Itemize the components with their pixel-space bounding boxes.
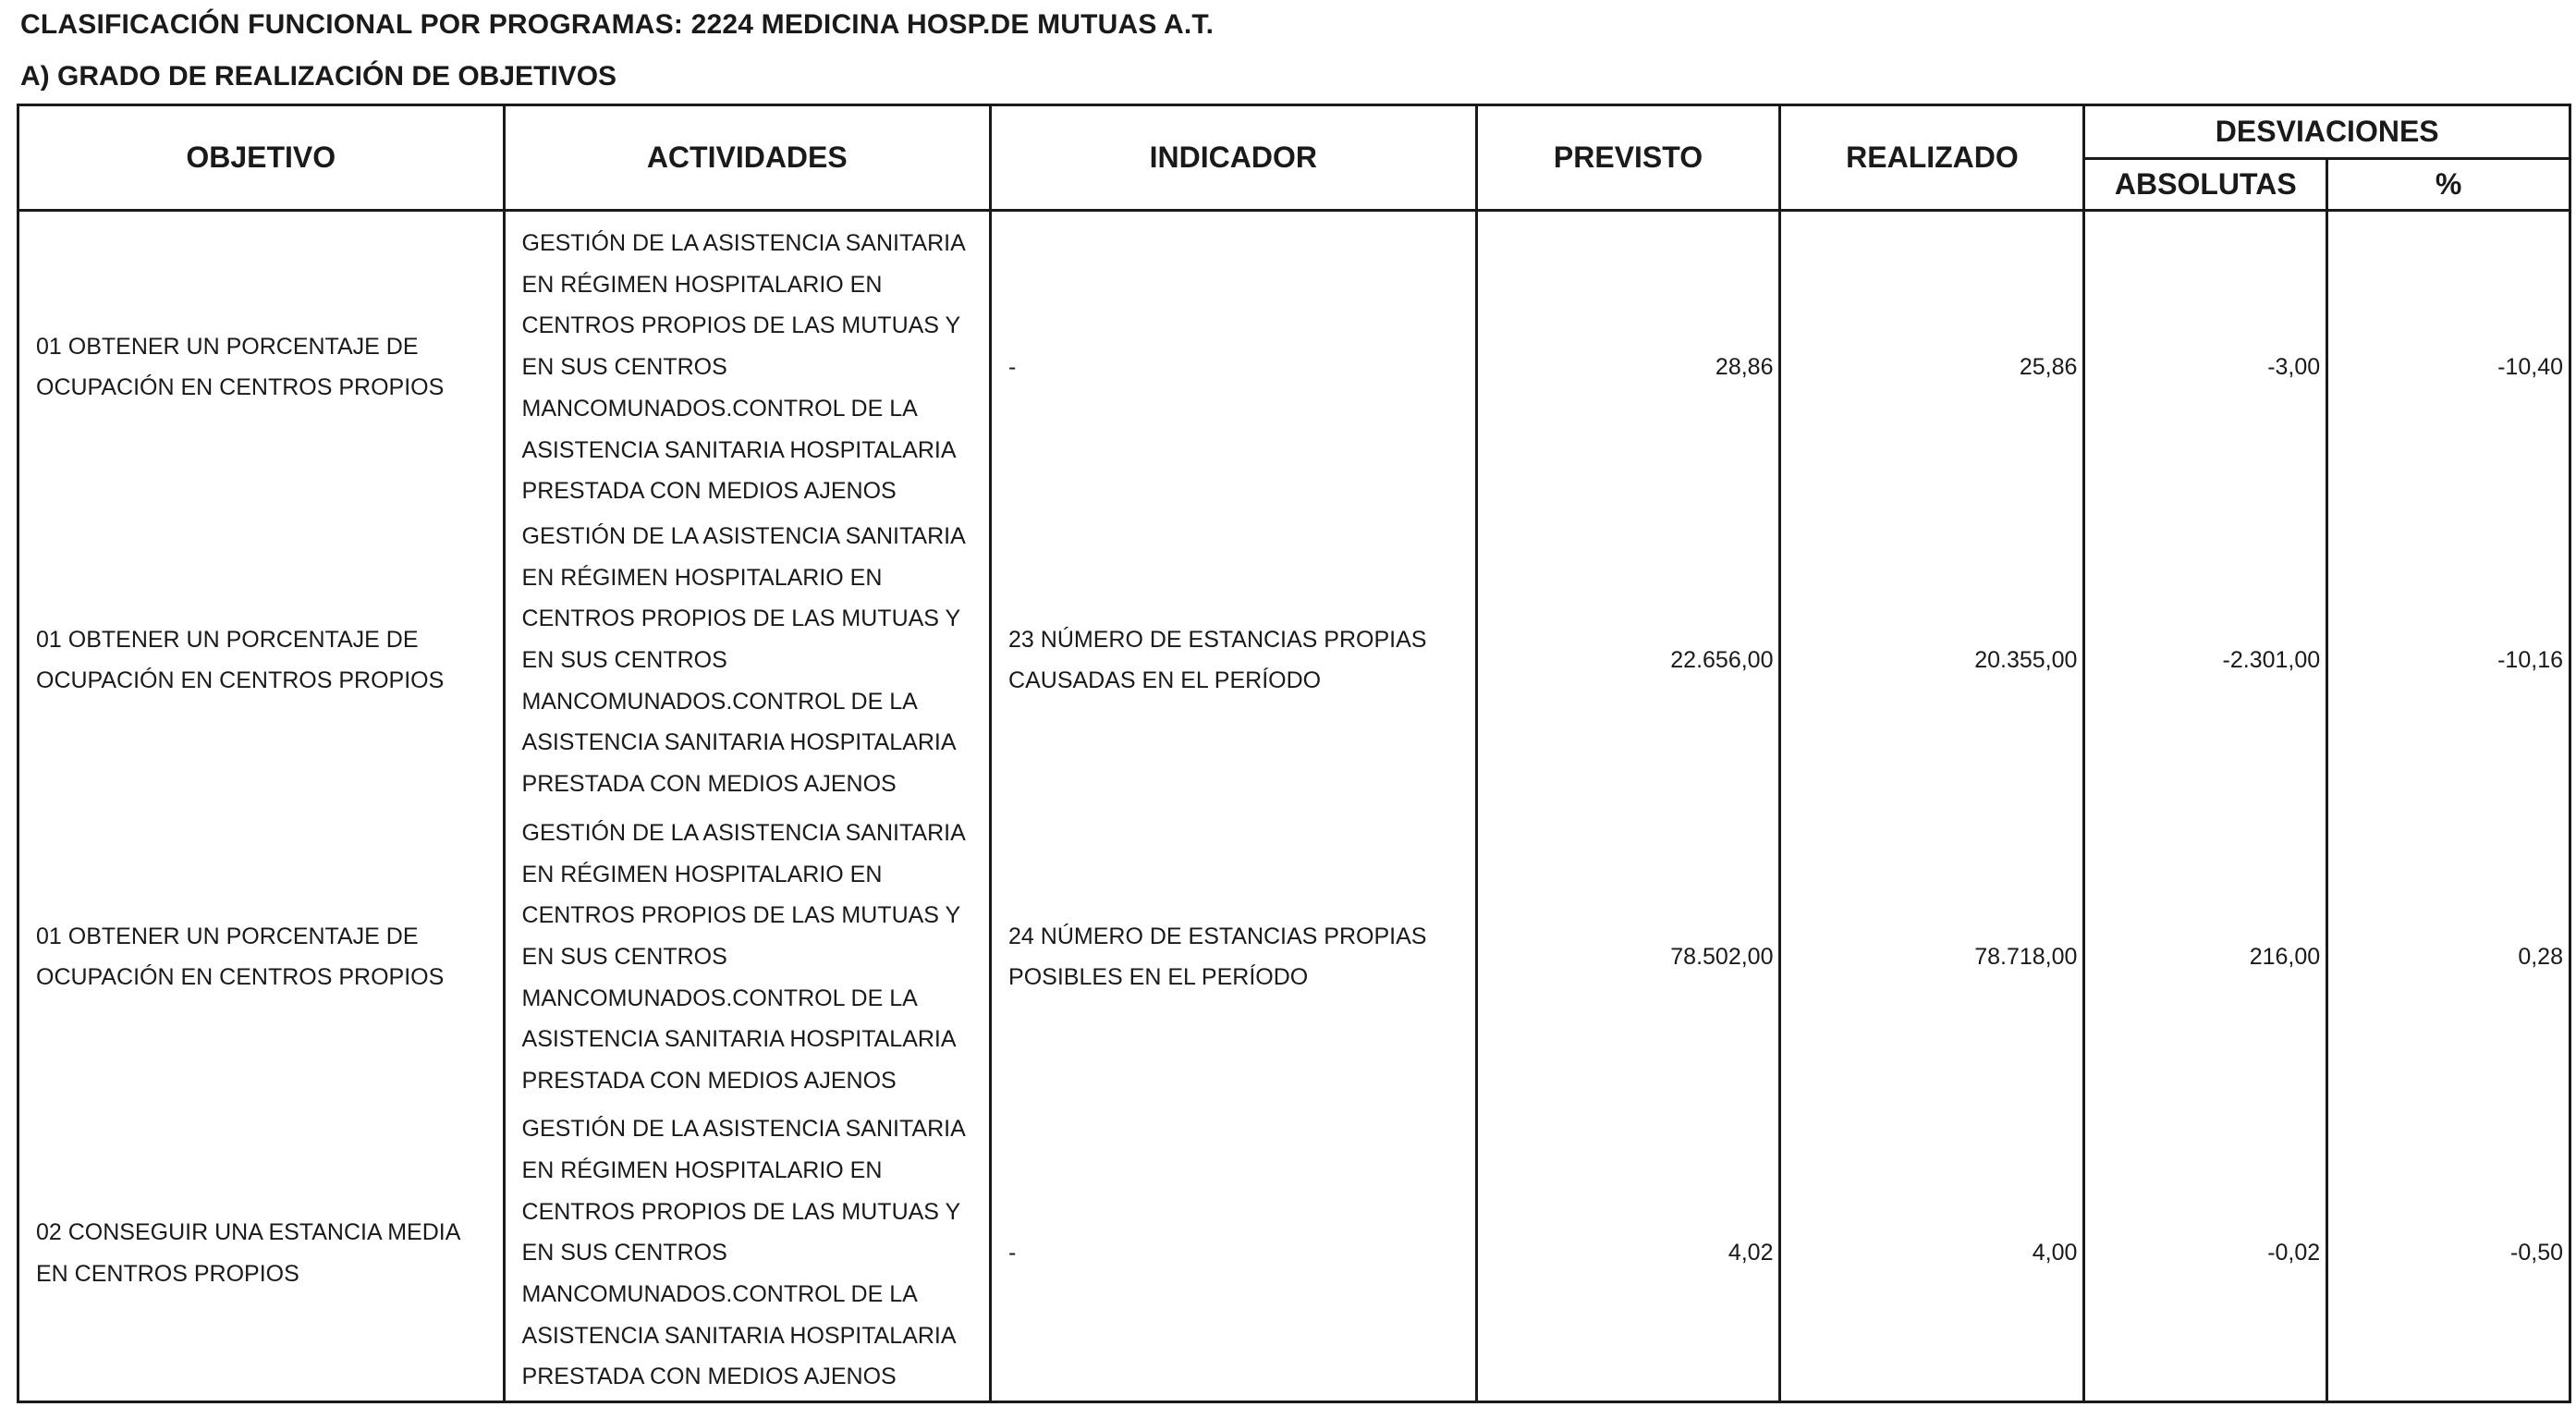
cell-objetivo bbox=[18, 512, 505, 809]
cell-absolutas: -3,00 bbox=[2084, 211, 2327, 512]
header-porcentaje: % bbox=[2327, 159, 2570, 211]
cell-actividades bbox=[504, 1106, 991, 1402]
cell-objetivo bbox=[18, 1106, 505, 1402]
cell-absolutas: -2.301,00 bbox=[2084, 512, 2327, 809]
indicador-text: 23 NÚMERO DE ESTANCIAS PROPIAS CAUSADAS EN EL PERÍODO bbox=[1008, 626, 1427, 694]
table-row bbox=[18, 809, 2570, 1106]
objetivo-text: 02 CONSEGUIR UNA ESTANCIA MEDIA EN CENTROS PROPIOS bbox=[36, 1218, 459, 1287]
cell-porcentaje: 0,28 bbox=[2327, 809, 2570, 1106]
table-row bbox=[18, 512, 2570, 809]
table-row bbox=[18, 211, 2570, 512]
cell-absolutas: 216,00 bbox=[2084, 809, 2327, 1106]
cell-porcentaje: -10,16 bbox=[2327, 512, 2570, 809]
section-subtitle: A) GRADO DE REALIZACIÓN DE OBJETIVOS bbox=[20, 61, 617, 92]
cell-indicador bbox=[991, 809, 1477, 1106]
cell-realizado: 4,00 bbox=[1780, 1106, 2084, 1402]
actividades-text: GESTIÓN DE LA ASISTENCIA SANITARIA EN RÉGIMEN HOSPITALARIO EN CENTROS PROPIOS DE LAS MUTUAS Y EN SUS CENTROS MANCOMUNADOS.CONTROL DE LA ASISTENCIA SANITARIA HOSPITALARIA PRESTADA CON MEDIOS AJENOS bbox=[521, 819, 965, 1095]
indicador-text: - bbox=[1008, 1240, 1017, 1266]
objetivo-text: 01 OBTENER UN PORCENTAJE DE OCUPACIÓN EN CENTROS PROPIOS bbox=[36, 923, 445, 991]
cell-objetivo bbox=[18, 809, 505, 1106]
cell-previsto: 22.656,00 bbox=[1476, 512, 1780, 809]
cell-realizado: 20.355,00 bbox=[1780, 512, 2084, 809]
objetivo-text: 01 OBTENER UN PORCENTAJE DE OCUPACIÓN EN CENTROS PROPIOS bbox=[36, 626, 445, 694]
header-previsto: PREVISTO bbox=[1476, 105, 1780, 211]
cell-actividades bbox=[504, 512, 991, 809]
header-desviaciones: DESVIACIONES bbox=[2084, 105, 2570, 159]
header-absolutas: ABSOLUTAS bbox=[2084, 159, 2327, 211]
page-title: CLASIFICACIÓN FUNCIONAL POR PROGRAMAS: 2224 MEDICINA HOSP.DE MUTUAS A.T. bbox=[20, 9, 1215, 40]
cell-indicador bbox=[991, 211, 1477, 512]
cell-objetivo bbox=[18, 211, 505, 512]
header-actividades: ACTIVIDADES bbox=[504, 105, 991, 211]
cell-realizado: 25,86 bbox=[1780, 211, 2084, 512]
cell-indicador bbox=[991, 512, 1477, 809]
cell-indicador bbox=[991, 1106, 1477, 1402]
cell-actividades bbox=[504, 809, 991, 1106]
indicador-text: - bbox=[1008, 354, 1017, 381]
cell-realizado: 78.718,00 bbox=[1780, 809, 2084, 1106]
actividades-text: GESTIÓN DE LA ASISTENCIA SANITARIA EN RÉGIMEN HOSPITALARIO EN CENTROS PROPIOS DE LAS MUTUAS Y EN SUS CENTROS MANCOMUNADOS.CONTROL DE LA ASISTENCIA SANITARIA HOSPITALARIA PRESTADA CON MEDIOS AJENOS bbox=[521, 230, 965, 505]
cell-previsto: 4,02 bbox=[1476, 1106, 1780, 1402]
header-indicador: INDICADOR bbox=[991, 105, 1477, 211]
cell-actividades bbox=[504, 211, 991, 512]
actividades-text: GESTIÓN DE LA ASISTENCIA SANITARIA EN RÉGIMEN HOSPITALARIO EN CENTROS PROPIOS DE LAS MUTUAS Y EN SUS CENTROS MANCOMUNADOS.CONTROL DE LA ASISTENCIA SANITARIA HOSPITALARIA PRESTADA CON MEDIOS AJENOS bbox=[521, 522, 965, 798]
objectives-table bbox=[17, 104, 2571, 1403]
actividades-text: GESTIÓN DE LA ASISTENCIA SANITARIA EN RÉGIMEN HOSPITALARIO EN CENTROS PROPIOS DE LAS MUTUAS Y EN SUS CENTROS MANCOMUNADOS.CONTROL DE LA ASISTENCIA SANITARIA HOSPITALARIA PRESTADA CON MEDIOS AJENOS bbox=[521, 1116, 965, 1390]
cell-previsto: 28,86 bbox=[1476, 211, 1780, 512]
objetivo-text: 01 OBTENER UN PORCENTAJE DE OCUPACIÓN EN CENTROS PROPIOS bbox=[36, 333, 445, 401]
table-header-row bbox=[18, 105, 2570, 159]
cell-previsto: 78.502,00 bbox=[1476, 809, 1780, 1106]
cell-porcentaje: -0,50 bbox=[2327, 1106, 2570, 1402]
table-row bbox=[18, 1106, 2570, 1402]
indicador-text: 24 NÚMERO DE ESTANCIAS PROPIAS POSIBLES EN EL PERÍODO bbox=[1008, 923, 1427, 991]
cell-absolutas: -0,02 bbox=[2084, 1106, 2327, 1402]
header-realizado: REALIZADO bbox=[1780, 105, 2084, 211]
cell-porcentaje: -10,40 bbox=[2327, 211, 2570, 512]
header-objetivo: OBJETIVO bbox=[18, 105, 505, 211]
